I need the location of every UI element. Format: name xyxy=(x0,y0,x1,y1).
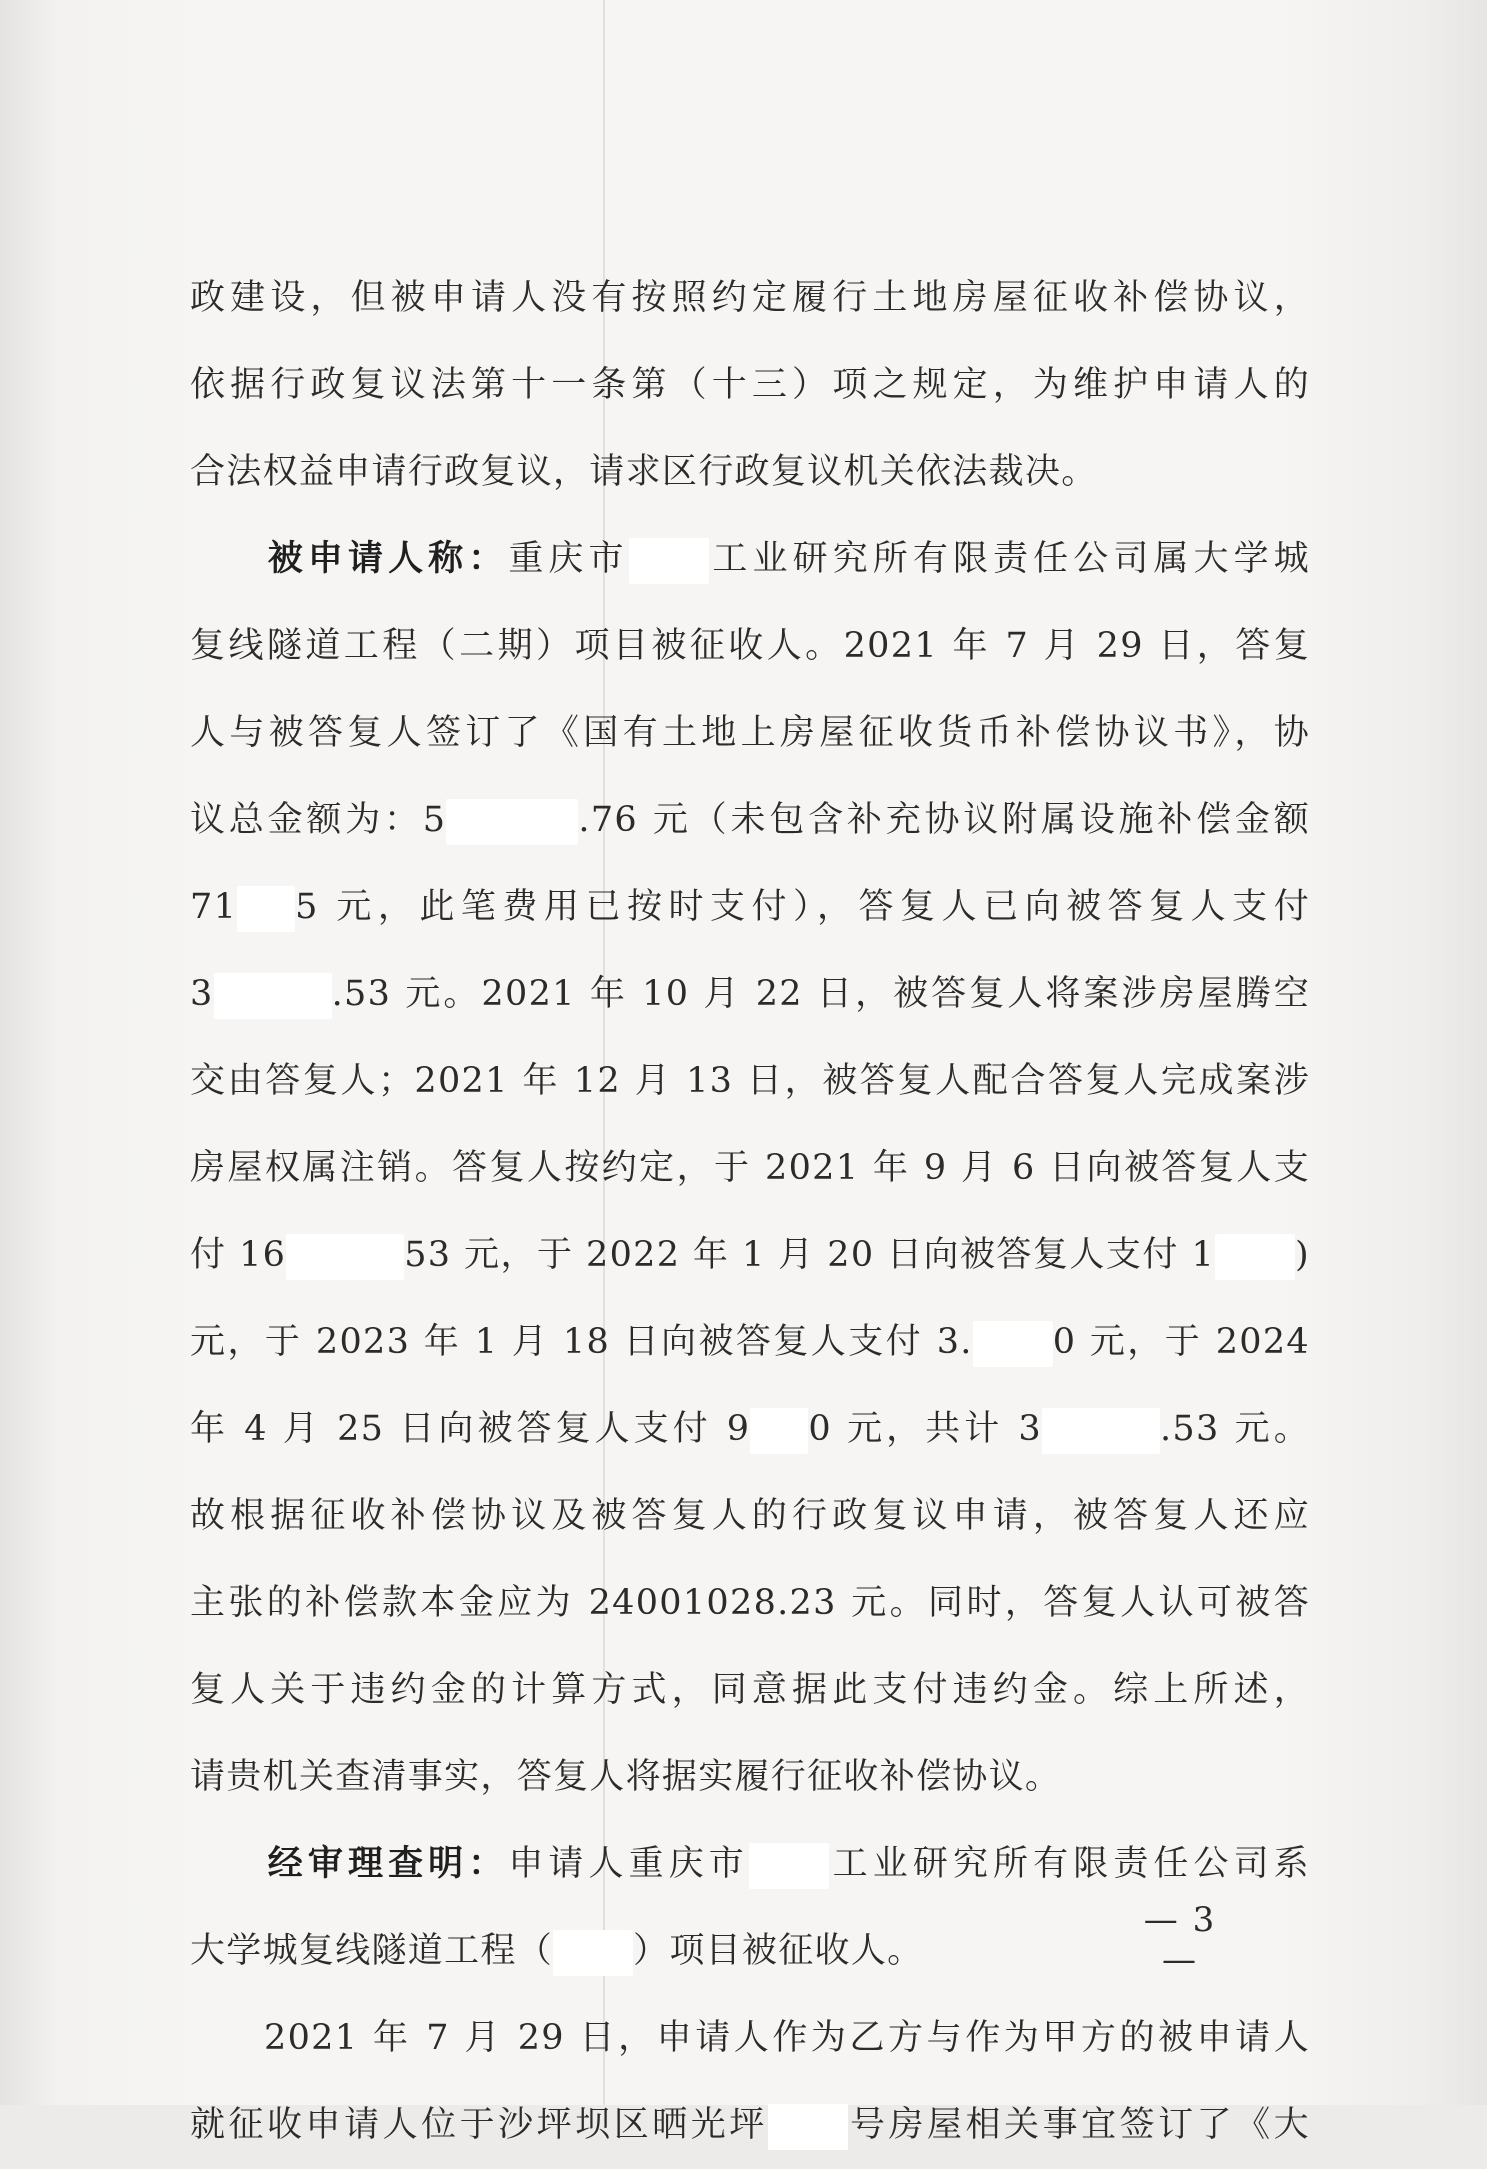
text-line: 3 .53 元。2021 年 10 月 22 日，被答复人将案涉房屋腾空 xyxy=(190,951,1310,1038)
redaction-block xyxy=(768,2104,848,2150)
redaction-block xyxy=(973,1321,1053,1367)
text-line: 大学城复线隧道工程（ ）项目被征收人。 xyxy=(190,1908,1310,1995)
redaction-block xyxy=(553,1930,633,1976)
text-line: 房屋权属注销。答复人按约定，于 2021 年 9 月 6 日向被答复人支 xyxy=(190,1148,1310,1188)
section-heading: 经审理查明： xyxy=(264,1844,509,1884)
text-line: 请贵机关查清事实，答复人将据实履行征收补偿协议。 xyxy=(190,1757,1062,1797)
redaction-block xyxy=(629,538,709,584)
paragraph-agreement: 2021 年 7 月 29 日，申请人作为乙方与作为甲方的被申请人 xyxy=(264,2018,1310,2058)
text-line: 71 5 元，此笔费用已按时支付），答复人已向被答复人支付 xyxy=(190,864,1310,951)
text-line: 元，于 2023 年 1 月 18 日向被答复人支付 3. 0 元，于 2024 xyxy=(190,1299,1310,1386)
redaction-block xyxy=(214,973,332,1019)
text-line: 人与被答复人签订了《国有土地上房屋征收货币补偿协议书》，协 xyxy=(190,713,1310,753)
redaction-block xyxy=(286,1234,404,1280)
text-line: 合法权益申请行政复议，请求区行政复议机关依法裁决。 xyxy=(190,452,1098,492)
text-line: 复人关于违约金的计算方式，同意据此支付违约金。综上所述， xyxy=(190,1670,1310,1710)
text-line: 依据行政复议法第十一条第（十三）项之规定，为维护申请人的 xyxy=(190,365,1310,405)
redaction-block xyxy=(446,799,578,845)
redaction-block xyxy=(1042,1408,1160,1454)
text-line: 议总金额为：5 .76 元（未包含补充协议附属设施补偿金额 xyxy=(190,777,1310,864)
paragraph-respondent-statement: 被申请人称：重庆市 工业研究所有限责任公司属大学城 xyxy=(190,516,1310,603)
paragraph-findings: 经审理查明：申请人重庆市 工业研究所有限责任公司系 xyxy=(190,1821,1310,1908)
redaction-block xyxy=(1215,1234,1295,1280)
text-line: 政建设，但被申请人没有按照约定履行土地房屋征收补偿协议， xyxy=(190,278,1310,318)
body-text xyxy=(190,255,1310,2169)
section-heading: 被申请人称： xyxy=(264,539,509,579)
text-line: 年 4 月 25 日向被答复人支付 9 0 元，共计 3 .53 元。 xyxy=(190,1386,1310,1473)
page-number: — 3 — xyxy=(1143,1900,1217,1980)
text-line: 交由答复人；2021 年 12 月 13 日，被答复人配合答复人完成案涉 xyxy=(190,1061,1310,1101)
text-line: 复线隧道工程（二期）项目被征收人。2021 年 7 月 29 日，答复 xyxy=(190,626,1310,666)
redaction-block xyxy=(237,886,295,932)
text-line: 付 16 53 元，于 2022 年 1 月 20 日向被答复人支付 1 ) xyxy=(190,1212,1310,1299)
text-line: 故根据征收补偿协议及被答复人的行政复议申请，被答复人还应 xyxy=(190,1496,1310,1536)
text-line: 主张的补偿款本金应为 24001028.23 元。同时，答复人认可被答 xyxy=(190,1583,1310,1623)
redaction-block xyxy=(749,1843,829,1889)
redaction-block xyxy=(750,1408,808,1454)
text-line: 就征收申请人位于沙坪坝区晒光坪 号房屋相关事宜签订了《大 xyxy=(190,2082,1310,2169)
